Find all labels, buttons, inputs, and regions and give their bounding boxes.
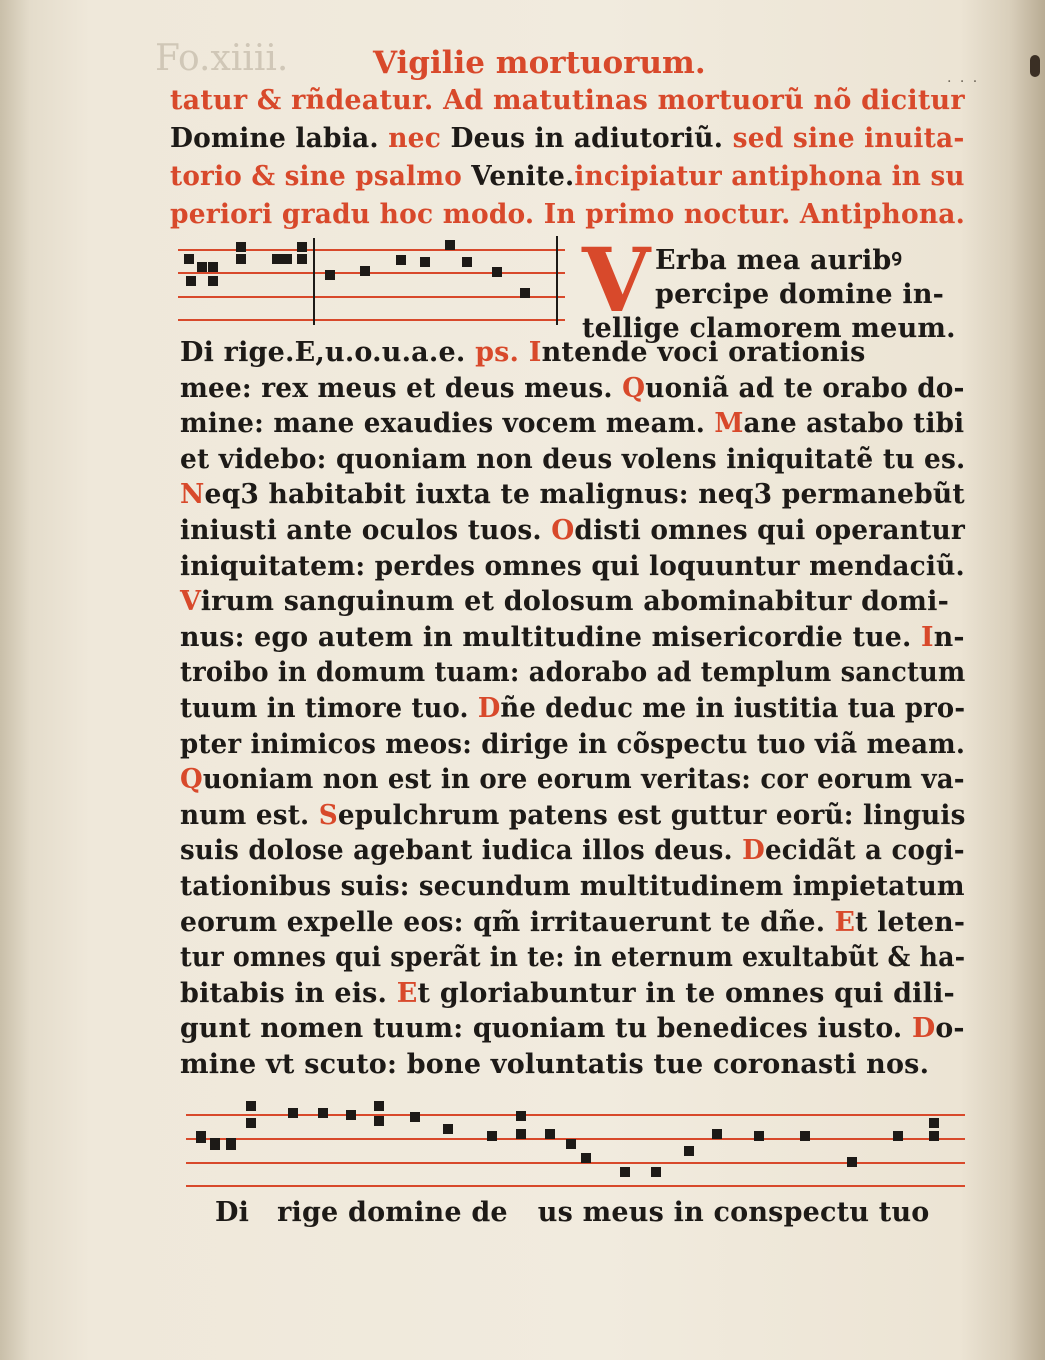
rubric-text: V: [180, 586, 201, 618]
text-run: num est.: [180, 799, 319, 831]
text-run: mine: mane exaudies vocem meam.: [180, 408, 715, 440]
text-run: mine vt scuto: bone voluntatis tue coronasti nos.: [180, 1049, 930, 1080]
text-run: eorum expelle eos: qm̃ irritauerunt te dñe.: [180, 906, 835, 938]
body-line: [180, 514, 965, 548]
rubric-text: D: [477, 693, 501, 724]
text-run: Venite.: [471, 161, 575, 192]
text-run: Deus in adiutoriũ.: [450, 123, 733, 154]
text-run: irum sanguinum et dolosum abominabitur domi-: [200, 586, 950, 618]
rubric-text: periori gradu hoc modo. In primo noctur. Antiphona.: [170, 199, 966, 230]
text-run: nus: ego autem in multitudine misericordie tue.: [180, 621, 921, 653]
antiphon-line: Erba mea auribꝰ: [655, 245, 903, 276]
text-run: t leten-: [855, 906, 966, 938]
body-line: [180, 478, 965, 512]
text-run: ntende voci orationis: [541, 337, 866, 368]
text-run: t gloriabuntur in te omnes qui dili-: [417, 977, 955, 1009]
body-line: [180, 941, 965, 975]
body-line: [180, 621, 965, 655]
body-line: [180, 799, 966, 833]
running-head: Vigilie mortuorum.: [373, 45, 706, 81]
lyric-end: us meus in conspectu tuo: [537, 1197, 930, 1228]
rubric-text: Q: [180, 764, 203, 796]
body-line: [180, 372, 965, 406]
body-line: [180, 692, 965, 726]
body-line: [180, 407, 964, 441]
decorated-initial: V: [582, 228, 651, 332]
rubric-text: nec: [388, 123, 451, 154]
body-line: [180, 656, 965, 690]
text-run: iniquitatem: perdes omnes qui loquuntur mendaciũ.: [180, 550, 965, 582]
text-run: suis dolose agebant iudica illos deus.: [180, 835, 743, 867]
antiphon-line: tellige clamorem meum.: [582, 313, 956, 344]
body-line: [180, 728, 965, 762]
text-run: n-: [933, 621, 965, 653]
text-run: troibo in domum tuam: adorabo ad templum sanctum: [180, 657, 966, 689]
text-run: tuum in timore tuo.: [180, 693, 478, 724]
rubric-text: incipiatur antiphona in su: [574, 161, 965, 192]
body-line: [180, 906, 965, 940]
text-run: o-: [935, 1013, 965, 1045]
text-run: iniusti ante oculos tuos.: [180, 515, 552, 546]
text-run: disti omnes qui operantur: [574, 515, 965, 546]
body-line: [180, 834, 965, 868]
rubric-text: sed sine inuita-: [732, 123, 965, 154]
rubric-text: D: [742, 835, 765, 867]
rubric-text: S: [318, 799, 338, 831]
show-through-folio: Fo.xiiii.: [155, 38, 289, 79]
rubric-text: N: [180, 479, 205, 511]
body-line: [180, 443, 965, 477]
rubric-text: torio & sine psalmo: [170, 161, 472, 192]
text-run: pter inimicos meos: dirige in cõspectu tuo viã meam.: [180, 728, 966, 760]
body-line: [180, 1012, 965, 1046]
lyric-di: Di: [215, 1197, 250, 1228]
body-line: [180, 585, 949, 619]
rubric-text: I: [920, 621, 934, 653]
rubric-text: O: [551, 515, 575, 546]
text-run: Di rige.E,u.o.u.a.e.: [180, 337, 476, 368]
antiphon-line: percipe domine in-: [655, 279, 945, 310]
rubric-text: E: [834, 906, 856, 938]
text-run: ñe deduc me in iustitia tua pro-: [500, 693, 966, 724]
text-run: uoniam non est in ore eorum veritas: cor eorum va-: [202, 764, 965, 796]
text-run: mee: rex meus et deus meus.: [180, 372, 623, 404]
rubric-text: ps.: [475, 337, 529, 368]
body-line: [180, 550, 965, 584]
text-run: gunt nomen tuum: quoniam tu benedices iusto.: [180, 1013, 912, 1045]
text-run: bitabis in eis.: [180, 977, 397, 1009]
body-line: [180, 763, 965, 797]
rubric-text: M: [714, 408, 744, 440]
lyric-mid: rige domine de: [277, 1197, 508, 1228]
text-run: tationibus suis: secundum multitudinem impietatum: [180, 871, 965, 902]
rubric-text: tatur & rñdeatur. Ad matutinas mortuorũ nõ dicitur: [170, 85, 965, 116]
body-line: [180, 870, 965, 904]
text-run: tur omnes qui sperãt in te: in eternum exultabũt & ha-: [180, 942, 966, 974]
rubric-text: Q: [622, 372, 646, 404]
text-run: eq3 habitabit iuxta te malignus: neq3 permanebũt: [204, 479, 965, 511]
text-run: uoniã ad te orabo do-: [645, 372, 965, 404]
rubric-text: D: [911, 1013, 936, 1045]
text-run: ane astabo tibi: [743, 408, 965, 440]
page-marks: . . .: [947, 70, 980, 86]
text-run: Domine labia.: [170, 123, 389, 154]
rubric-text: I: [528, 337, 542, 368]
staff-antiphon: [178, 236, 565, 325]
body-line: [180, 336, 866, 370]
text-run: et videbo: quoniam non deus volens iniquitatẽ tu es.: [180, 443, 966, 475]
staff-psalm-tone: [186, 1101, 965, 1186]
chant-lyric: [215, 1196, 929, 1230]
text-run: epulchrum patens est guttur eorũ: linguis: [337, 799, 966, 831]
body-line: [180, 977, 955, 1011]
rubric-text: E: [396, 977, 418, 1009]
text-run: ecidãt a cogi-: [764, 835, 965, 867]
body-line: [180, 1048, 929, 1082]
